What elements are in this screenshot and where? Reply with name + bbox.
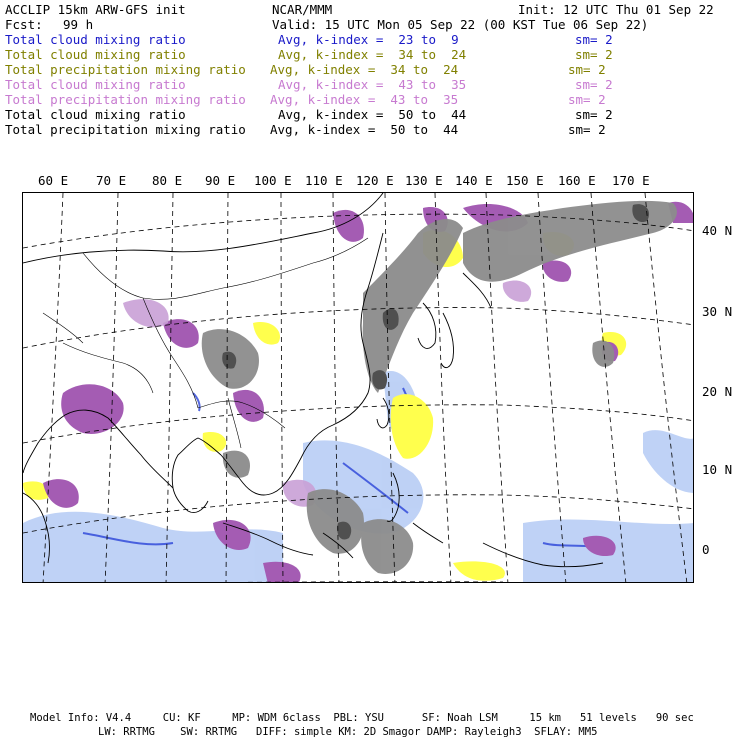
- fcst-value: 99 h: [63, 17, 94, 32]
- model-info-line2: LW: RRTMG SW: RRTMG DIFF: simple KM: 2D Smagor DAMP: Rayleigh3 SFLAY: MM5: [98, 726, 598, 738]
- field-sm: sm= 2: [575, 77, 613, 92]
- field-name: Total cloud mixing ratio: [5, 32, 186, 47]
- field-name: Total precipitation mixing ratio: [5, 122, 246, 137]
- lon-label: 170 E: [612, 173, 650, 188]
- lon-label: 120 E: [356, 173, 394, 188]
- map-panel: [22, 192, 694, 583]
- lat-label: 10 N: [702, 462, 733, 477]
- model-info-line1: Model Info: V4.4 CU: KF MP: WDM 6class PBL: YSU SF: Noah LSM 15 km 51 levels 90 sec: [30, 712, 694, 724]
- field-avg: Avg, k-index = 50 to 44: [278, 107, 467, 122]
- lon-label: 110 E: [305, 173, 343, 188]
- lat-label: 40 N: [702, 223, 733, 238]
- field-name: Total cloud mixing ratio: [5, 107, 186, 122]
- lat-label: 20 N: [702, 384, 733, 399]
- map-center: NCAR/MMM: [272, 2, 333, 17]
- forecast-map: [23, 193, 694, 583]
- init-time: Init: 12 UTC Thu 01 Sep 22: [518, 2, 714, 17]
- lat-label: 0: [702, 542, 710, 557]
- lon-label: 70 E: [96, 173, 127, 188]
- field-sm: sm= 2: [568, 92, 606, 107]
- lon-label: 90 E: [205, 173, 236, 188]
- lon-label: 140 E: [455, 173, 493, 188]
- field-sm: sm= 2: [575, 32, 613, 47]
- field-sm: sm= 2: [575, 107, 613, 122]
- field-avg: Avg, k-index = 23 to 9: [278, 32, 459, 47]
- map-title: ACCLIP 15km ARW-GFS init: [5, 2, 186, 17]
- lon-label: 80 E: [152, 173, 183, 188]
- valid-time: Valid: 15 UTC Mon 05 Sep 22 (00 KST Tue 06 Sep 22): [272, 17, 649, 32]
- field-sm: sm= 2: [568, 62, 606, 77]
- field-avg: Avg, k-index = 43 to 35: [278, 77, 467, 92]
- field-sm: sm= 2: [575, 47, 613, 62]
- field-avg: Avg, k-index = 43 to 35: [270, 92, 459, 107]
- field-avg: Avg, k-index = 34 to 24: [278, 47, 467, 62]
- field-avg: Avg, k-index = 50 to 44: [270, 122, 459, 137]
- field-name: Total cloud mixing ratio: [5, 47, 186, 62]
- field-name: Total cloud mixing ratio: [5, 77, 186, 92]
- lon-label: 160 E: [558, 173, 596, 188]
- lon-label: 100 E: [254, 173, 292, 188]
- lon-label: 130 E: [405, 173, 443, 188]
- lon-label: 150 E: [506, 173, 544, 188]
- field-sm: sm= 2: [568, 122, 606, 137]
- fcst-label: Fcst:: [5, 17, 43, 32]
- field-name: Total precipitation mixing ratio: [5, 62, 246, 77]
- lat-label: 30 N: [702, 304, 733, 319]
- lon-label: 60 E: [38, 173, 69, 188]
- field-avg: Avg, k-index = 34 to 24: [270, 62, 459, 77]
- field-name: Total precipitation mixing ratio: [5, 92, 246, 107]
